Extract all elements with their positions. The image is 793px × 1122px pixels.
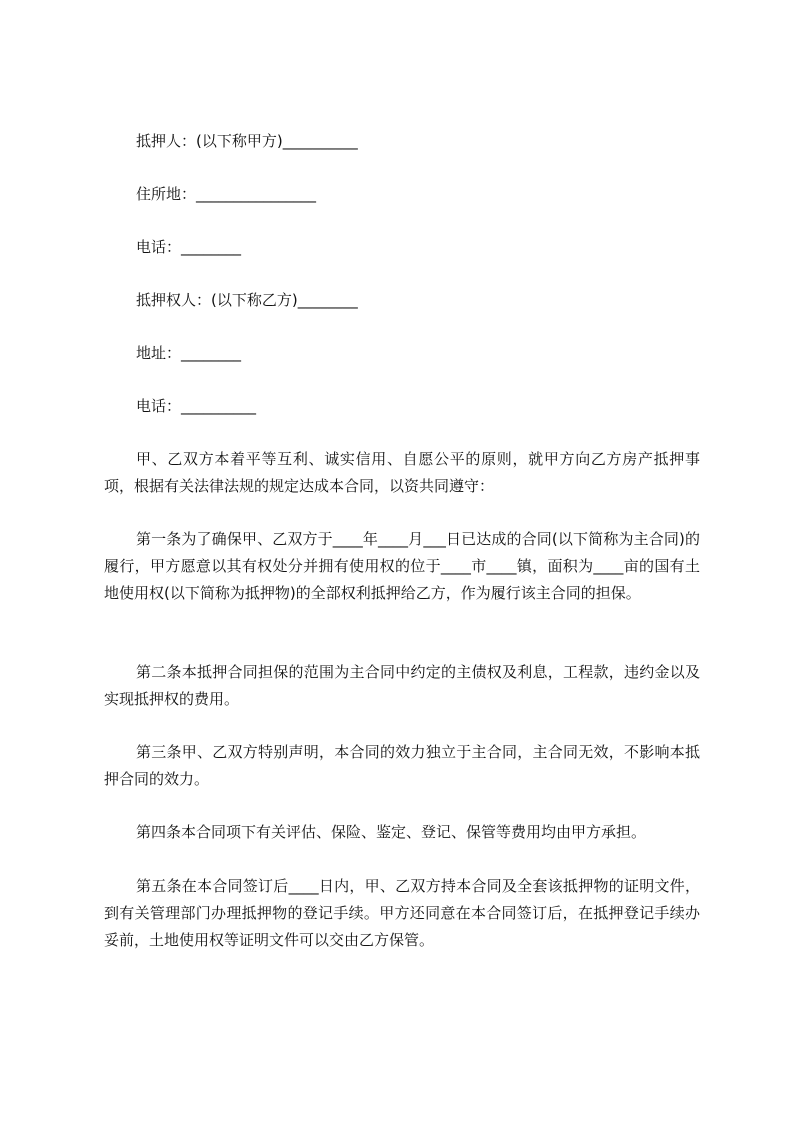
phone-line: 电话：________	[136, 238, 242, 256]
mortgagee-address-line: 地址：________	[136, 344, 242, 362]
mortgagee-phone-line: 电话：__________	[136, 397, 257, 415]
article-5-paragraph: 第五条在本合同签订后____日内，甲、乙双方持本合同及全套该抵押物的证明文件，到有关管理部门办理抵押物的登记手续。甲方还同意在本合同签订后，在抵押登记手续办妥前，土地使用权等证明文件可以交由乙方保管。	[104, 877, 700, 949]
mortgagor-line: 抵押人：(以下称甲方)__________	[136, 132, 358, 150]
intro-paragraph: 甲、乙双方本着平等互利、诚实信用、自愿公平的原则，就甲方向乙方房产抵押事项，根据有关法律法规的规定达成本合同，以资共同遵守：	[104, 450, 700, 495]
mortgagee-line: 抵押权人：(以下称乙方)________	[136, 291, 358, 309]
article-2-paragraph: 第二条本抵押合同担保的范围为主合同中约定的主债权及利息，工程款，违约金以及实现抵押权的费用。	[104, 663, 700, 708]
article-1-paragraph: 第一条为了确保甲、乙双方于____年____月___日已达成的合同(以下简称为主合同)的履行，甲方愿意以其有权处分并拥有使用权的位于____市____镇，面积为____亩的国有土地使用权(以下简称为抵押物)的全部权利抵押给乙方，作为履行该主合同的担保。	[104, 530, 700, 602]
article-3-paragraph: 第三条甲、乙双方特别声明，本合同的效力独立于主合同，主合同无效，不影响本抵押合同的效力。	[104, 743, 700, 788]
address-line: 住所地：________________	[136, 185, 317, 203]
article-4-paragraph: 第四条本合同项下有关评估、保险、鉴定、登记、保管等费用均由甲方承担。	[136, 823, 647, 841]
